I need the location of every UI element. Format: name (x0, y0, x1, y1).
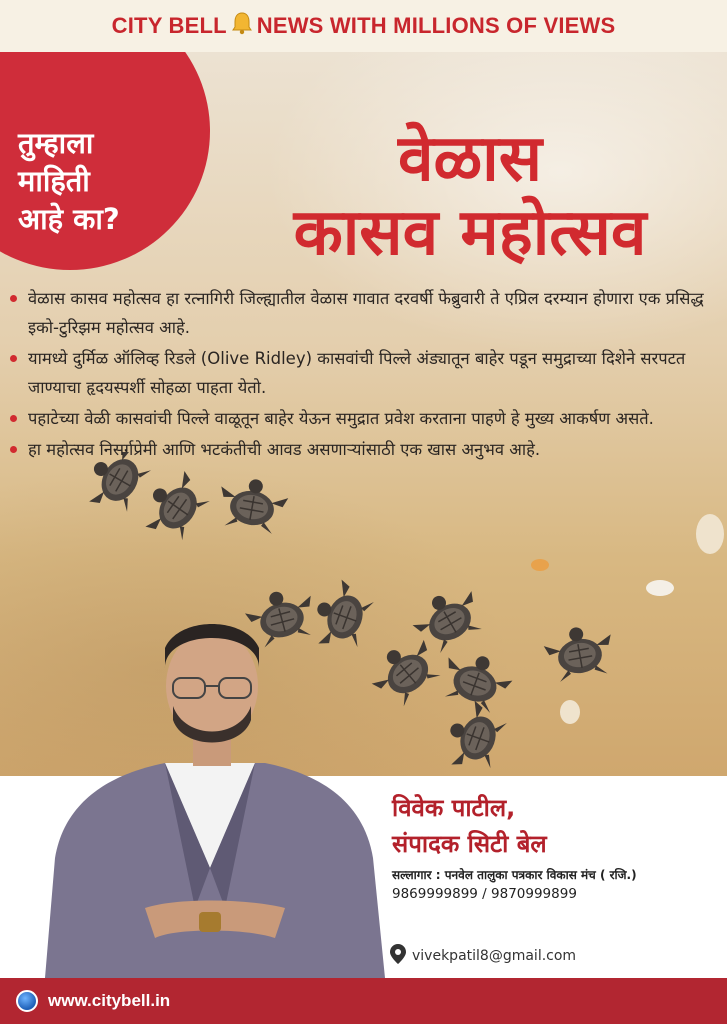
phone-numbers: 9869999899 / 9870999899 (392, 886, 577, 902)
bullet-item: हा महोत्सव निसर्गप्रेमी आणि भटकंतीची आवड असणाऱ्यांसाठी एक खास अनुभव आहे. (8, 435, 720, 464)
footer-bar (0, 978, 727, 1024)
badge-line-2: माहिती (18, 164, 90, 198)
bullet-item: पहाटेच्या वेळी कासवांची पिल्ले वाळूतून बाहेर येऊन समुद्रात प्रवेश करताना पाहणे हे मुख्य आकर्षण असते. (8, 404, 720, 433)
advisor-line: सल्लागार : पनवेल तालुका पत्रकार विकास मंच ( रजि.) (392, 868, 637, 882)
location-pin-icon (390, 944, 406, 968)
bullet-item: वेळास कासव महोत्सव हा रत्नागिरी जिल्ह्यातील वेळास गावात दरवर्षी फेब्रुवारी ते एप्रिल दरम्यान होणारा एक प्रसिद्ध इको-टुरिझम महोत्सव आहे. (8, 284, 720, 342)
bell-icon (231, 11, 253, 41)
website-link[interactable]: www.citybell.in (48, 991, 171, 1010)
editor-name-line: विवेक पाटील, (392, 794, 516, 822)
bullet-item: यामध्ये दुर्मिळ ऑलिव्ह रिडले (Olive Ridley) कासवांची पिल्ले अंड्यातून बाहेर पडून समुद्राच्या दिशेने सरपटत जाण्याचा हृदयस्पर्शी सोहळा पाहता येतो. (8, 344, 720, 402)
headline-line-1: वेळास (397, 122, 543, 196)
badge-line-1: तुम्हाला (18, 126, 94, 160)
badge-text (18, 124, 188, 238)
headline-line-2: कासव महोत्सव (293, 196, 647, 270)
editor-name (392, 790, 712, 862)
badge-line-3: आहे का? (18, 202, 120, 236)
headline (230, 122, 710, 270)
globe-icon (16, 990, 38, 1012)
editor-photo (45, 608, 385, 978)
editor-title-line: संपादक सिटी बेल (392, 830, 547, 858)
tagline: NEWS WITH MILLIONS OF VIEWS (256, 13, 616, 38)
email-contact (390, 944, 576, 968)
email-address[interactable]: vivekpatil8@gmail.com (412, 948, 577, 964)
brand-name: CITY BELL (111, 13, 227, 38)
header-banner (0, 0, 727, 52)
info-bullets (8, 284, 720, 466)
